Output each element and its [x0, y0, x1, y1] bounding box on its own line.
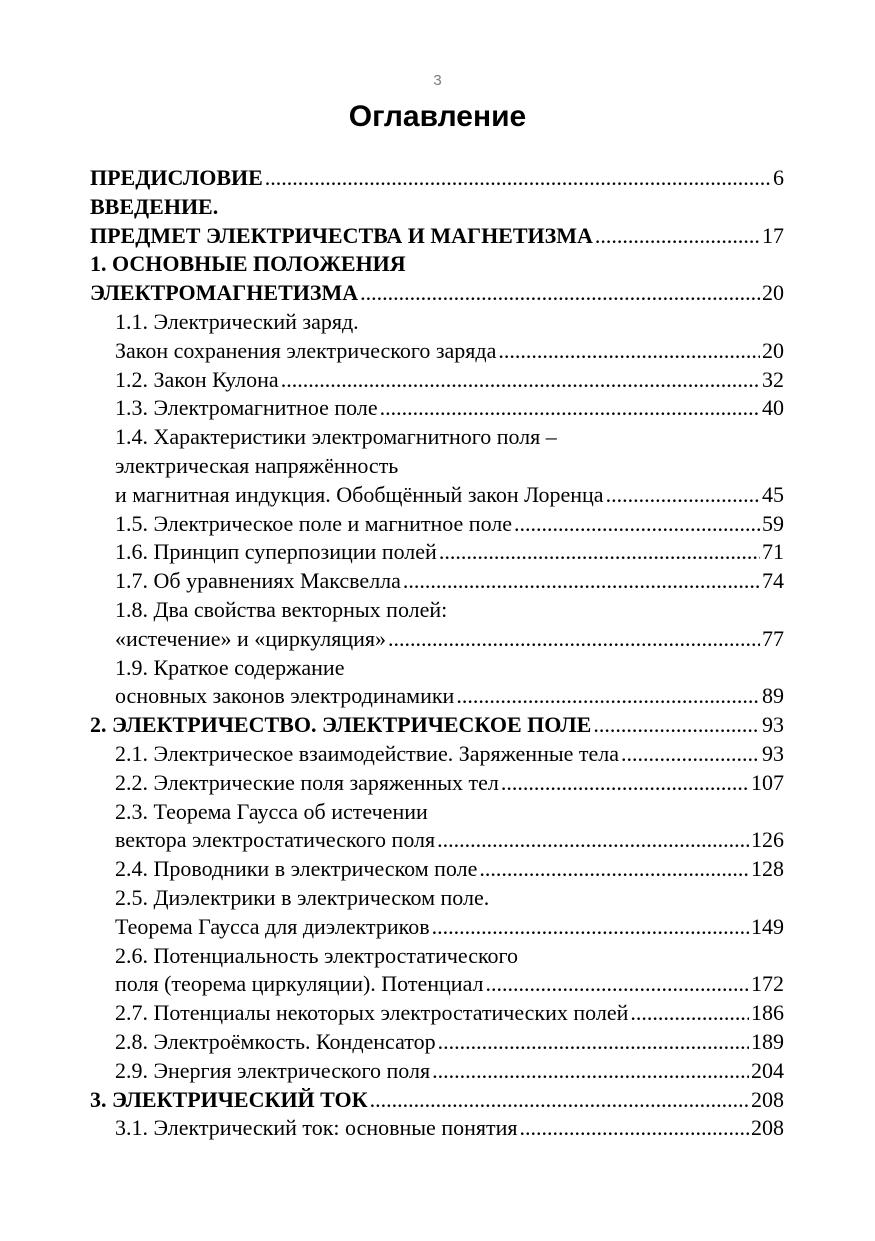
- toc-leader-dots: [501, 769, 749, 798]
- page-title: Оглавление: [348, 100, 527, 133]
- toc-leader-dots: [265, 164, 771, 193]
- toc-entry-title: электрическая напряжённость: [115, 452, 399, 478]
- toc-entry-title: ВВЕДЕНИЕ.: [90, 193, 219, 219]
- toc-entry-page: 93: [762, 712, 784, 738]
- toc-entry: [90, 538, 784, 567]
- toc-entry: [90, 884, 784, 913]
- toc-entry-page: 20: [762, 280, 784, 306]
- toc-entry-title: 1.2. Закон Кулона: [115, 366, 279, 392]
- toc-entry-page: 208: [751, 1086, 784, 1112]
- toc-entry-page: 71: [762, 539, 784, 565]
- toc-entry: [90, 1028, 784, 1057]
- toc-entry: [90, 942, 784, 971]
- toc-entry: [90, 481, 784, 510]
- toc-leader-dots: [437, 826, 749, 855]
- toc-leader-dots: [403, 567, 760, 596]
- toc-leader-dots: [360, 279, 760, 308]
- toc-entry: [90, 769, 784, 798]
- toc-entry-page: 40: [762, 395, 784, 421]
- toc-leader-dots: [388, 625, 760, 654]
- toc-entry-title: Теорема Гаусса для диэлектриков: [115, 913, 430, 939]
- toc-leader-dots: [630, 999, 749, 1028]
- toc-entry: [90, 1114, 784, 1143]
- toc-entry-page: 186: [751, 1000, 784, 1026]
- toc-entry: [90, 855, 784, 884]
- toc-entry-page: 189: [751, 1028, 784, 1054]
- toc-entry: [90, 1086, 784, 1115]
- toc-entry: [90, 279, 784, 308]
- toc-leader-dots: [380, 394, 760, 423]
- toc-entry-title: 2.5. Диэлектрики в электрическом поле.: [115, 884, 490, 910]
- toc-entry-page: 6: [773, 165, 784, 190]
- toc-entry-page: 172: [751, 971, 784, 997]
- toc-leader-dots: [438, 1028, 749, 1057]
- toc-entry: [90, 452, 784, 481]
- toc-entry: [90, 596, 784, 625]
- toc-entry: [90, 510, 784, 539]
- toc-entry: [90, 740, 784, 769]
- toc-entry-title: «истечение» и «циркуляция»: [115, 625, 387, 651]
- toc-entry: [90, 394, 784, 423]
- toc-entry-page: 89: [762, 683, 784, 709]
- toc-entry: [90, 308, 784, 337]
- toc-entry-title: ПРЕДИСЛОВИЕ: [90, 165, 263, 190]
- toc-entry: [90, 567, 784, 596]
- toc-leader-dots: [370, 1086, 749, 1115]
- toc-entry-title: 2. ЭЛЕКТРИЧЕСТВО. ЭЛЕКТРИЧЕСКОЕ ПОЛЕ: [90, 712, 592, 738]
- toc-entry-title: основных законов электродинамики: [115, 683, 455, 709]
- toc-entry: [90, 826, 784, 855]
- toc-entry-page: 128: [751, 856, 784, 882]
- toc-leader-dots: [479, 855, 749, 884]
- toc-entry-title: поля (теорема циркуляции). Потенциал: [115, 971, 484, 997]
- toc-entry-title: 2.3. Теорема Гаусса об истечении: [115, 798, 428, 824]
- toc-entry: [90, 250, 784, 279]
- toc-entry-title: 2.4. Проводники в электрическом поле: [115, 856, 478, 882]
- toc-leader-dots: [432, 1057, 749, 1086]
- toc-entry-title: вектора электростатического поля: [115, 827, 436, 853]
- toc-entry-title: 2.1. Электрическое взаимодействие. Заряженные тела: [115, 740, 620, 766]
- toc-entry-page: 32: [762, 366, 784, 392]
- toc-entry-title: 1.1. Электрический заряд.: [115, 308, 359, 334]
- toc-entry: [90, 711, 784, 740]
- toc-entry-title: 1.6. Принцип суперпозиции полей: [115, 539, 437, 565]
- toc-leader-dots: [498, 337, 760, 366]
- toc-leader-dots: [606, 481, 760, 510]
- toc-entry-title: 1. ОСНОВНЫЕ ПОЛОЖЕНИЯ: [90, 251, 406, 277]
- toc-entry: [90, 1057, 784, 1086]
- toc-entry-title: 1.5. Электрическое поле и магнитное поле: [115, 510, 513, 536]
- toc-leader-dots: [439, 538, 760, 567]
- toc-entry-page: 59: [762, 510, 784, 536]
- toc-entry-title: 1.4. Характеристики электромагнитного поля –: [115, 424, 557, 450]
- toc-entry-page: 93: [762, 740, 784, 766]
- toc-entry-page: 17: [762, 222, 784, 248]
- toc-leader-dots: [595, 222, 760, 251]
- toc-entry: [90, 999, 784, 1028]
- toc-entry: [90, 366, 784, 395]
- toc-entry-title: 3. ЭЛЕКТРИЧЕСКИЙ ТОК: [90, 1086, 368, 1112]
- toc-entry: [90, 423, 784, 452]
- toc-entry-page: 149: [751, 913, 784, 939]
- toc-entry-title: 2.7. Потенциалы некоторых электростатических полей: [115, 1000, 629, 1026]
- toc-entry-title: 1.9. Краткое содержание: [115, 654, 345, 680]
- toc-entry-title: ЭЛЕКТРОМАГНЕТИЗМА: [90, 280, 359, 306]
- toc-entry-page: 204: [751, 1057, 784, 1083]
- toc-entry-page: 77: [762, 625, 784, 651]
- toc-entry: [90, 193, 784, 222]
- toc-entry-title: ПРЕДМЕТ ЭЛЕКТРИЧЕСТВА И МАГНЕТИЗМА: [90, 222, 593, 248]
- toc-entry-title: 2.6. Потенциальность электростатического: [115, 942, 519, 968]
- toc-leader-dots: [514, 510, 760, 539]
- toc-entry-title: 2.2. Электрические поля заряженных тел: [115, 769, 499, 795]
- toc-entry-title: 2.9. Энергия электрического поля: [115, 1057, 431, 1083]
- toc-entry-title: и магнитная индукция. Обобщённый закон Лоренца: [115, 481, 604, 507]
- toc-entry-title: Закон сохранения электрического заряда: [115, 337, 497, 363]
- toc-entry-title: 1.7. Об уравнениях Максвелла: [115, 568, 401, 594]
- toc-entry: [90, 164, 784, 193]
- toc-entry-page: 208: [751, 1115, 784, 1141]
- toc-entry-title: 2.8. Электроёмкость. Конденсатор: [115, 1028, 436, 1054]
- toc-entry-page: 107: [751, 769, 784, 795]
- toc-entry-title: 1.8. Два свойства векторных полей:: [115, 596, 448, 622]
- toc-entry-page: 20: [762, 337, 784, 363]
- toc-entry: [90, 222, 784, 251]
- toc-entry-title: 3.1. Электрический ток: основные понятия: [115, 1115, 518, 1141]
- toc-leader-dots: [593, 711, 760, 740]
- toc-entry-page: 45: [762, 481, 784, 507]
- toc-entry-page: 74: [762, 568, 784, 594]
- toc-leader-dots: [281, 366, 760, 395]
- toc-entry-title: 1.3. Электромагнитное поле: [115, 395, 378, 421]
- toc-leader-dots: [456, 682, 760, 711]
- toc-entry: [90, 337, 784, 366]
- toc-leader-dots: [520, 1114, 750, 1143]
- toc-leader-dots: [432, 913, 749, 942]
- toc-entry: [90, 798, 784, 827]
- table-of-contents: [90, 164, 784, 1143]
- toc-entry: [90, 654, 784, 683]
- page-number: 3: [433, 72, 442, 89]
- toc-entry: [90, 682, 784, 711]
- toc-entry: [90, 970, 784, 999]
- toc-entry: [90, 625, 784, 654]
- toc-entry: [90, 913, 784, 942]
- toc-leader-dots: [621, 740, 760, 769]
- toc-leader-dots: [486, 970, 749, 999]
- toc-entry-page: 126: [751, 827, 784, 853]
